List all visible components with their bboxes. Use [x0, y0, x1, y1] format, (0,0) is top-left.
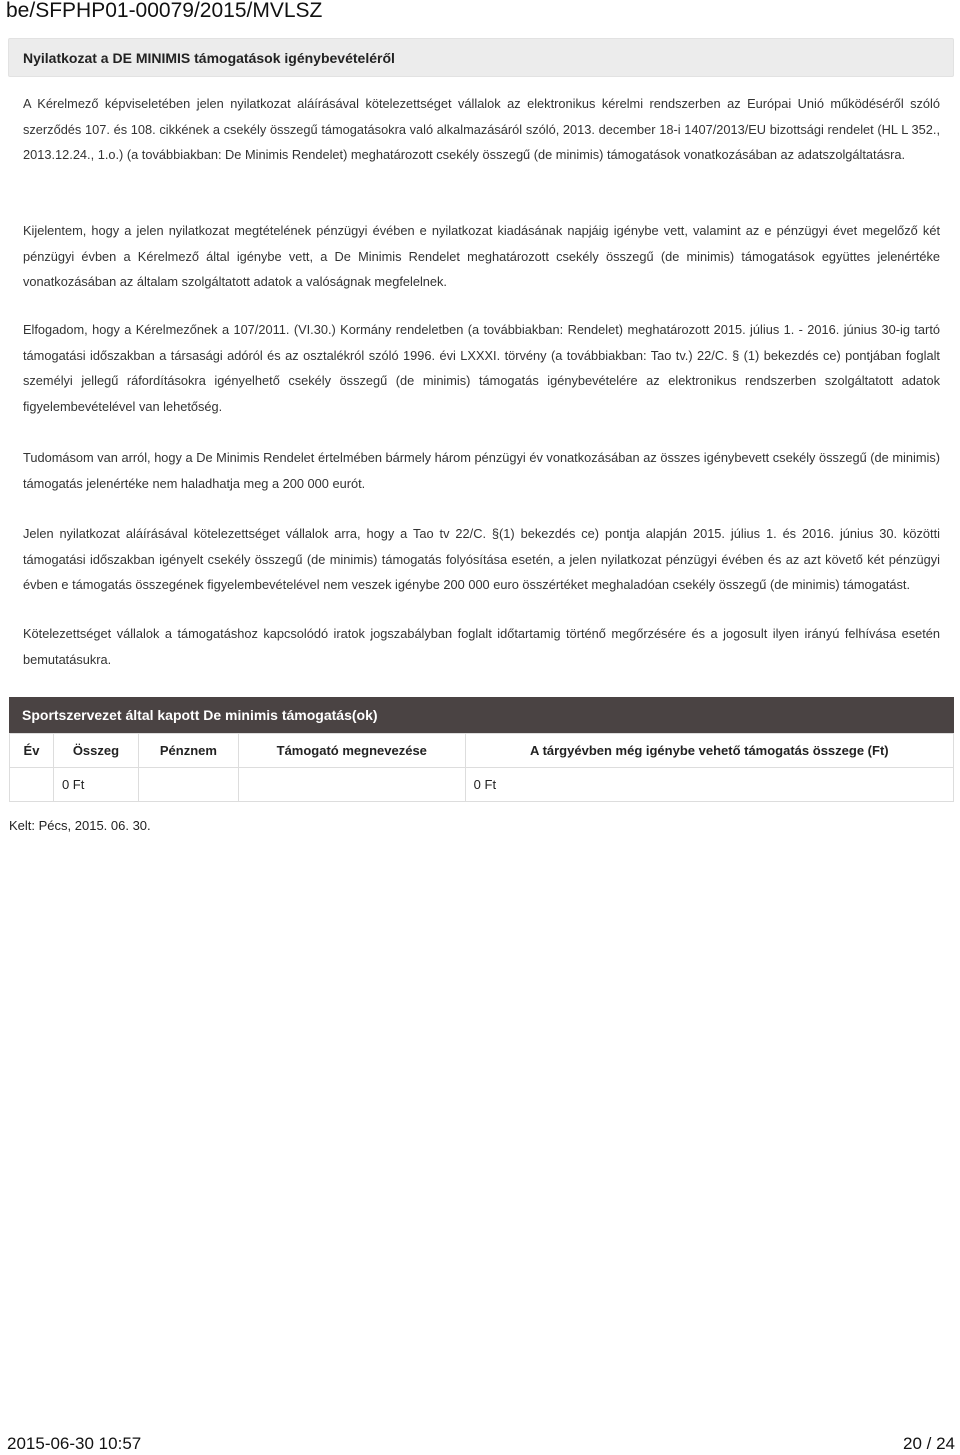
column-header-penznem: Pénznem — [138, 734, 238, 768]
document-id: be/SFPHP01-00079/2015/MVLSZ — [6, 0, 323, 22]
grants-table — [9, 733, 954, 802]
cell-ev — [10, 768, 54, 802]
column-header-osszeg: Összeg — [53, 734, 138, 768]
cell-igenybe-veheto: 0 Ft — [465, 768, 953, 802]
declaration-panel — [8, 38, 954, 680]
column-header-tamogato: Támogató megnevezése — [238, 734, 465, 768]
table-header-row — [10, 734, 954, 768]
cell-tamogato — [238, 768, 465, 802]
cell-penznem — [138, 768, 238, 802]
declaration-paragraph-4: Tudomásom van arról, hogy a De Minimis Rendelet értelmében bármely három pénzügyi év vonatkozásában az összes igénybevett csekély összegű (de minimis) támogatás jelenértéke nem haladhatja meg a 200 000 eurót. — [23, 450, 940, 491]
date-place-line: Kelt: Pécs, 2015. 06. 30. — [9, 818, 151, 833]
declaration-paragraph-3: Elfogadom, hogy a Kérelmezőnek a 107/2011. (VI.30.) Kormány rendeletben (a továbbiakban: Rendelet) meghatározott 2015. július 1. - 2016. június 30-ig tartó támogatási időszakban a társasági adóról és az osztalékról szóló 1996. évi LXXXI. törvény (a továbbiakban: Tao tv.) 22/C. § (1) bekezdés ce) pontjában foglalt személyi jellegű ráfordításokra igényelhető csekély összegű (de minimis) támogatás igénybevételére az elektronikus rendszerben szolgáltatott adatok figyelembevételével van lehetőség. — [23, 322, 940, 414]
declaration-paragraph-6: Kötelezettséget vállalok a támogatáshoz kapcsolódó iratok jogszabályban foglalt időtartamig történő megőrzésére és a jogosult ilyen irányú felhívása esetén bemutatásukra. — [23, 626, 940, 667]
footer-timestamp: 2015-06-30 10:57 — [7, 1434, 142, 1453]
declaration-paragraph-1: A Kérelmező képviseletében jelen nyilatkozat aláírásával kötelezettséget vállalok az elektronikus kérelmi rendszerben az Európai Unió működéséről szóló szerződés 107. és 108. cikkének a csekély összegű támogatásokra való alkalmazásáról szóló, 2013. december 18-i 1407/2013/EU bizottsági rendelet (HL L 352., 2013.12.24., 1.o.) (a továbbiakban: De Minimis Rendelet) meghatározott csekély összegű (de minimis) támogatások vonatkozásában az adatszolgáltatásra. — [23, 96, 940, 162]
grants-table-title: Sportszervezet által kapott De minimis támogatás(ok) — [9, 697, 954, 733]
footer-page-number: 20 / 24 — [903, 1434, 955, 1453]
declaration-paragraph-5: Jelen nyilatkozat aláírásával kötelezettséget vállalok arra, hogy a Tao tv 22/C. §(1) bekezdés ce) pontja alapján 2015. július 1. és 2016. június 30. közötti támogatási időszakban igényelt csekély összegű (de minimis) támogatás folyósítása esetén, a jelen nyilatkozat pénzügyi évében és az azt követő két pénzügyi évben e támogatás összegének figyelembevételével nem veszek igénybe 200 000 euro összértéket meghaladóan csekély összegű (de minimis) támogatást. — [23, 526, 940, 592]
table-row — [10, 768, 954, 802]
cell-osszeg: 0 Ft — [53, 768, 138, 802]
column-header-ev: Év — [10, 734, 54, 768]
declaration-paragraph-2: Kijelentem, hogy a jelen nyilatkozat megtételének pénzügyi évében e nyilatkozat kiadásának napjáig igénybe vett, valamint az e pénzügyi évet megelőző két pénzügyi évben a Kérelmező által igénybe vett, a De Minimis Rendelet meghatározott csekély összegű (de minimis) támogatások együttes jelenértéke vonatkozásában az általam szolgáltatott adatok a valóságnak megfelelnek. — [23, 223, 940, 289]
column-header-igenybe-veheto: A tárgyévben még igénybe vehető támogatás összege (Ft) — [465, 734, 953, 768]
declaration-title: Nyilatkozat a DE MINIMIS támogatások igénybevételéről — [8, 38, 954, 77]
